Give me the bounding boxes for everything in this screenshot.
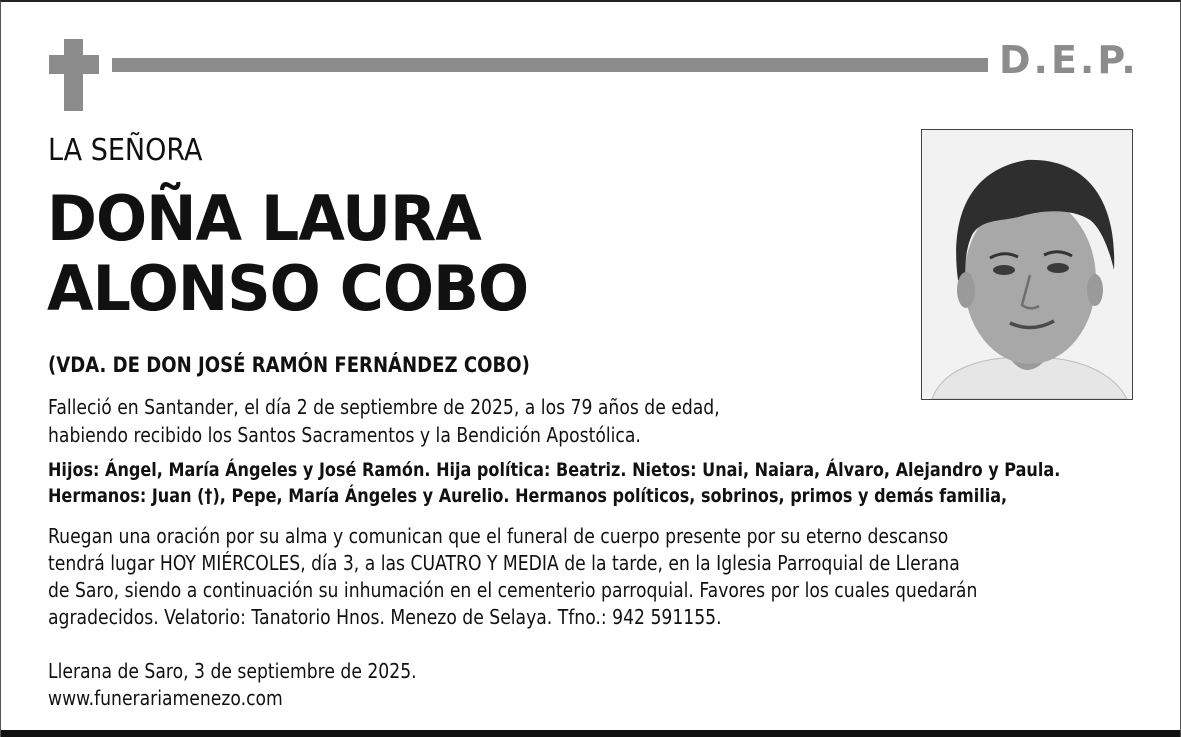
widow-of: (VDA. DE DON JOSÉ RAMÓN FERNÁNDEZ COBO) xyxy=(48,353,530,377)
family-line-2: Hermanos: Juan (†), Pepe, María Ángeles y Aurelio. Hermanos políticos, sobrinos, primos y demás familia, xyxy=(48,485,1008,507)
header-rule xyxy=(112,58,988,72)
name-line-2: ALONSO COBO xyxy=(47,252,529,325)
funeral-line-3: de Saro, siendo a continuación su inhumación en el cementerio parroquial. Favores por los cuales quedarán xyxy=(48,578,978,602)
cross-icon xyxy=(64,39,83,111)
family-line-1: Hijos: Ángel, María Ángeles y José Ramón. Hija política: Beatriz. Nietos: Unai, Naiara, Álvaro, Alejandro y Paula. xyxy=(48,459,1061,481)
footer xyxy=(48,658,417,712)
funeral-line-2: tendrá lugar HOY MIÉRCOLES, día 3, a las CUATRO Y MEDIA de la tarde, en la Iglesia Parroquial de Llerana xyxy=(48,551,960,575)
funeral-line-4: agradecidos. Velatorio: Tanatorio Hnos. Menezo de Selaya. Tfno.: 942 591155. xyxy=(48,605,722,629)
place-date: Llerana de Saro, 3 de septiembre de 2025. xyxy=(48,659,417,683)
death-notice xyxy=(48,393,720,449)
dep-mark: D.E.P. xyxy=(999,38,1139,82)
funeral-details xyxy=(48,523,977,631)
bottom-rule xyxy=(1,730,1180,737)
cross-icon-bar xyxy=(49,55,99,74)
honorific: LA SEÑORA xyxy=(48,133,203,168)
portrait-photo xyxy=(921,129,1133,400)
death-line-2: habiendo recibido los Santos Sacramentos y la Bendición Apostólica. xyxy=(48,423,641,447)
funeral-line-1: Ruegan una oración por su alma y comunican que el funeral de cuerpo presente por su eterno descanso xyxy=(48,524,949,548)
name-line-1: DOÑA LAURA xyxy=(47,182,481,255)
website-link[interactable]: www.funerariamenezo.com xyxy=(48,686,283,710)
portrait-icon xyxy=(922,130,1132,399)
deceased-name xyxy=(47,184,528,324)
death-line-1: Falleció en Santander, el día 2 de septiembre de 2025, a los 79 años de edad, xyxy=(48,395,720,419)
family-list xyxy=(48,457,1060,509)
